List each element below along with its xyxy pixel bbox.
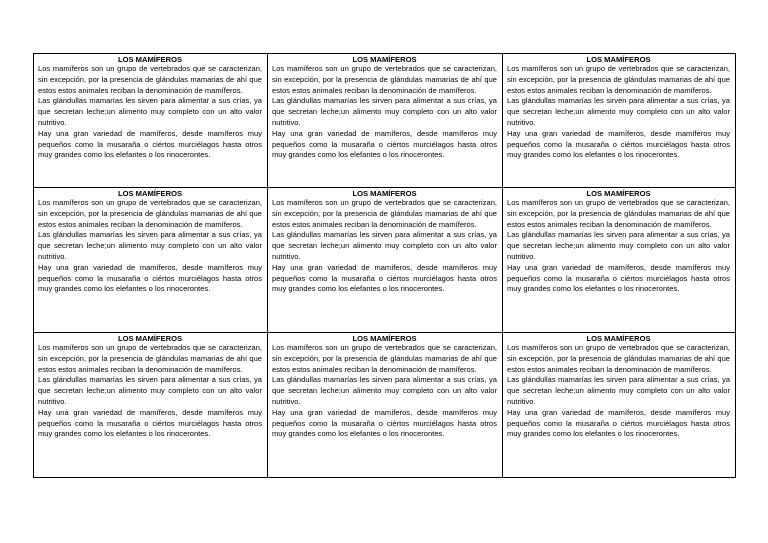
card-paragraph: Las glándullas mamarías les sirven para alimentar a sus crías, ya que secretan leche;un alimento muy completo con un alto valor nutritivo.: [38, 375, 262, 406]
card-paragraph: Los mamíferos son un grupo de vertebrados que se caracterizan, sin excepción, por la presencia de glándulas mamarias de ahí que estos estos animales reciban la denominación de mamíferos.: [38, 198, 262, 229]
card-title: LOS MAMÍFEROS: [586, 55, 651, 64]
card-paragraph: Las glándullas mamarías les sirven para alimentar a sus crías, ya que secretan leche;un alimento muy completo con un alto valor nutritivo.: [507, 96, 730, 127]
card-paragraph: Los mamíferos son un grupo de vertebrados que se caracterizan, sin excepción, por la presencia de glándulas mamarias de ahí que estos estos animales reciban la denominación de mamíferos.: [507, 343, 730, 374]
cards-grid: [33, 53, 736, 478]
card-paragraph: Hay una gran variedad de mamíferos, desde mamíferos muy pequeños como la musaraña o ciértos murciélagos hasta otros muy grandes como los elefantes o los rinocerontes.: [272, 262, 497, 294]
card-title: LOS MAMÍFEROS: [586, 334, 651, 343]
card: [268, 54, 503, 188]
card-paragraph: Las glándullas mamarías les sirven para alimentar a sus crías, ya que secretan leche;un alimento muy completo con un alto valor nutritivo.: [507, 230, 730, 261]
card-paragraph: Los mamíferos son un grupo de vertebrados que se caracterizan, sin excepción, por la presencia de glándulas mamarias de ahí que estos estos animales reciban la denominación de mamíferos.: [38, 64, 262, 95]
card-title: LOS MAMÍFEROS: [117, 55, 183, 64]
card: [34, 333, 268, 477]
card-title: LOS MAMÍFEROS: [117, 334, 183, 343]
card-paragraph: Las glándullas mamarías les sirven para alimentar a sus crías, ya que secretan leche;un alimento muy completo con un alto valor nutritivo.: [272, 375, 497, 406]
card-title: LOS MAMÍFEROS: [352, 55, 417, 64]
card-title: LOS MAMÍFEROS: [352, 189, 417, 198]
card-paragraph: Los mamíferos son un grupo de vertebrados que se caracterizan, sin excepción, por la presencia de glándulas mamarias de ahí que estos estos animales reciban la denominación de mamíferos.: [272, 198, 497, 229]
card-paragraph: Hay una gran variedad de mamíferos, desde mamíferos muy pequeños como la musaraña o ciértos murciélagos hasta otros muy grandes como los elefantes o los rinocerontes.: [507, 407, 730, 439]
card-paragraph: Hay una gran variedad de mamíferos, desde mamíferos muy pequeños como la musaraña o ciértos murciélagos hasta otros muy grandes como los elefantes o los rinocerontes.: [38, 262, 262, 294]
card: [268, 188, 503, 333]
card: [34, 188, 268, 333]
card-paragraph: Los mamíferos son un grupo de vertebrados que se caracterizan, sin excepción, por la presencia de glándulas mamarias de ahí que estos estos animales reciban la denominación de mamíferos.: [38, 343, 262, 374]
card-title: LOS MAMÍFEROS: [352, 334, 417, 343]
card-paragraph: Las glándullas mamarías les sirven para alimentar a sus crías, ya que secretan leche;un alimento muy completo con un alto valor nutritivo.: [272, 230, 497, 261]
card-paragraph: Las glándullas mamarías les sirven para alimentar a sus crías, ya que secretan leche;un alimento muy completo con un alto valor nutritivo.: [507, 375, 730, 406]
card-paragraph: Los mamíferos son un grupo de vertebrados que se caracterizan, sin excepción, por la presencia de glándulas mamarias de ahí que estos estos animales reciban la denominación de mamíferos.: [272, 64, 497, 95]
card-paragraph: Los mamíferos son un grupo de vertebrados que se caracterizan, sin excepción, por la presencia de glándulas mamarias de ahí que estos estos animales reciban la denominación de mamíferos.: [272, 343, 497, 374]
card: [503, 54, 735, 188]
card-paragraph: Hay una gran variedad de mamíferos, desde mamíferos muy pequeños como la musaraña o ciértos murciélagos hasta otros muy grandes como los elefantes o los rinocerontes.: [38, 128, 262, 160]
card: [503, 333, 735, 477]
card-title: LOS MAMÍFEROS: [586, 189, 651, 198]
card-paragraph: Las glándullas mamarías les sirven para alimentar a sus crías, ya que secretan leche;un alimento muy completo con un alto valor nutritivo.: [38, 230, 262, 261]
card-paragraph: Hay una gran variedad de mamíferos, desde mamíferos muy pequeños como la musaraña o ciértos murciélagos hasta otros muy grandes como los elefantes o los rinocerontes.: [38, 407, 262, 439]
card-paragraph: Los mamíferos son un grupo de vertebrados que se caracterizan, sin excepción, por la presencia de glándulas mamarias de ahí que estos estos animales reciban la denominación de mamíferos.: [507, 198, 730, 229]
card-paragraph: Hay una gran variedad de mamíferos, desde mamíferos muy pequeños como la musaraña o ciértos murciélagos hasta otros muy grandes como los elefantes o los rinocerontes.: [507, 262, 730, 294]
card-title: LOS MAMÍFEROS: [117, 189, 183, 198]
card-paragraph: Las glándullas mamarías les sirven para alimentar a sus crías, ya que secretan leche;un alimento muy completo con un alto valor nutritivo.: [272, 96, 497, 127]
card-paragraph: Hay una gran variedad de mamíferos, desde mamíferos muy pequeños como la musaraña o ciértos murciélagos hasta otros muy grandes como los elefantes o los rinocerontes.: [272, 128, 497, 160]
card: [503, 188, 735, 333]
card-paragraph: Hay una gran variedad de mamíferos, desde mamíferos muy pequeños como la musaraña o ciértos murciélagos hasta otros muy grandes como los elefantes o los rinocerontes.: [272, 407, 497, 439]
card-paragraph: Los mamíferos son un grupo de vertebrados que se caracterizan, sin excepción, por la presencia de glándulas mamarias de ahí que estos estos animales reciban la denominación de mamíferos.: [507, 64, 730, 95]
card-paragraph: Hay una gran variedad de mamíferos, desde mamíferos muy pequeños como la musaraña o ciértos murciélagos hasta otros muy grandes como los elefantes o los rinocerontes.: [507, 128, 730, 160]
card: [34, 54, 268, 188]
card-paragraph: Las glándullas mamarías les sirven para alimentar a sus crías, ya que secretan leche;un alimento muy completo con un alto valor nutritivo.: [38, 96, 262, 127]
card: [268, 333, 503, 477]
